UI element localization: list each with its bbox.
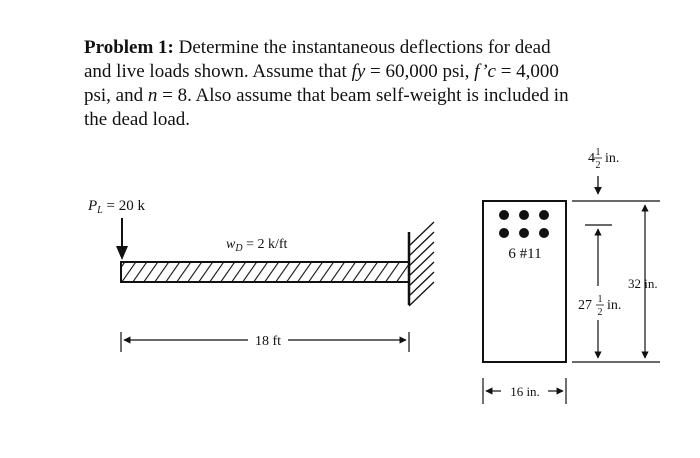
fc-value: = 4,000 <box>495 61 559 82</box>
n-symbol: n <box>147 85 158 106</box>
eff-depth-frac-den: 2 <box>597 307 603 318</box>
total-depth-label: 32 in. <box>628 276 658 291</box>
fy-symbol: fy <box>351 61 366 82</box>
eff-depth-frac-num: 1 <box>597 294 603 305</box>
cover-whole: 4 <box>588 151 595 166</box>
rebar <box>519 228 529 238</box>
point-load-label: $P_L = 20$ k <box>88 198 145 216</box>
problem-text: and live loads shown. Assume that <box>84 61 352 82</box>
n-value: = 8. Also assume that beam self-weight is included in <box>157 85 569 106</box>
cover-frac-den: 2 <box>595 160 601 171</box>
cover-unit: in. <box>605 151 620 166</box>
eff-depth-whole: 27 <box>578 298 592 313</box>
rebar <box>499 228 509 238</box>
problem-label: Problem 1: <box>84 37 174 58</box>
eff-depth-unit: in. <box>607 298 622 313</box>
point-load-arrow-head <box>116 246 128 260</box>
cross-section <box>483 201 566 362</box>
cover-frac-num: 1 <box>595 147 601 158</box>
distributed-load-label: $w_D = 2$ k/ft <box>226 237 288 254</box>
rebar <box>539 210 549 220</box>
rebar <box>539 228 549 238</box>
width-label: 16 in. <box>510 384 540 399</box>
rebar-label: 6 #11 <box>508 246 542 262</box>
fixed-support-hatch <box>409 222 434 306</box>
problem-text: psi, and <box>84 85 148 106</box>
span-label: 18 ft <box>254 334 282 349</box>
problem-text: the dead load. <box>84 109 191 130</box>
fy-value: = 60,000 psi, <box>365 61 475 82</box>
beam <box>121 262 409 282</box>
rebar <box>499 210 509 220</box>
problem-text: Determine the instantaneous deflections for dead <box>173 37 551 58</box>
rebar <box>519 210 529 220</box>
fc-symbol: f’c <box>474 61 496 82</box>
rebar-group <box>499 210 549 238</box>
